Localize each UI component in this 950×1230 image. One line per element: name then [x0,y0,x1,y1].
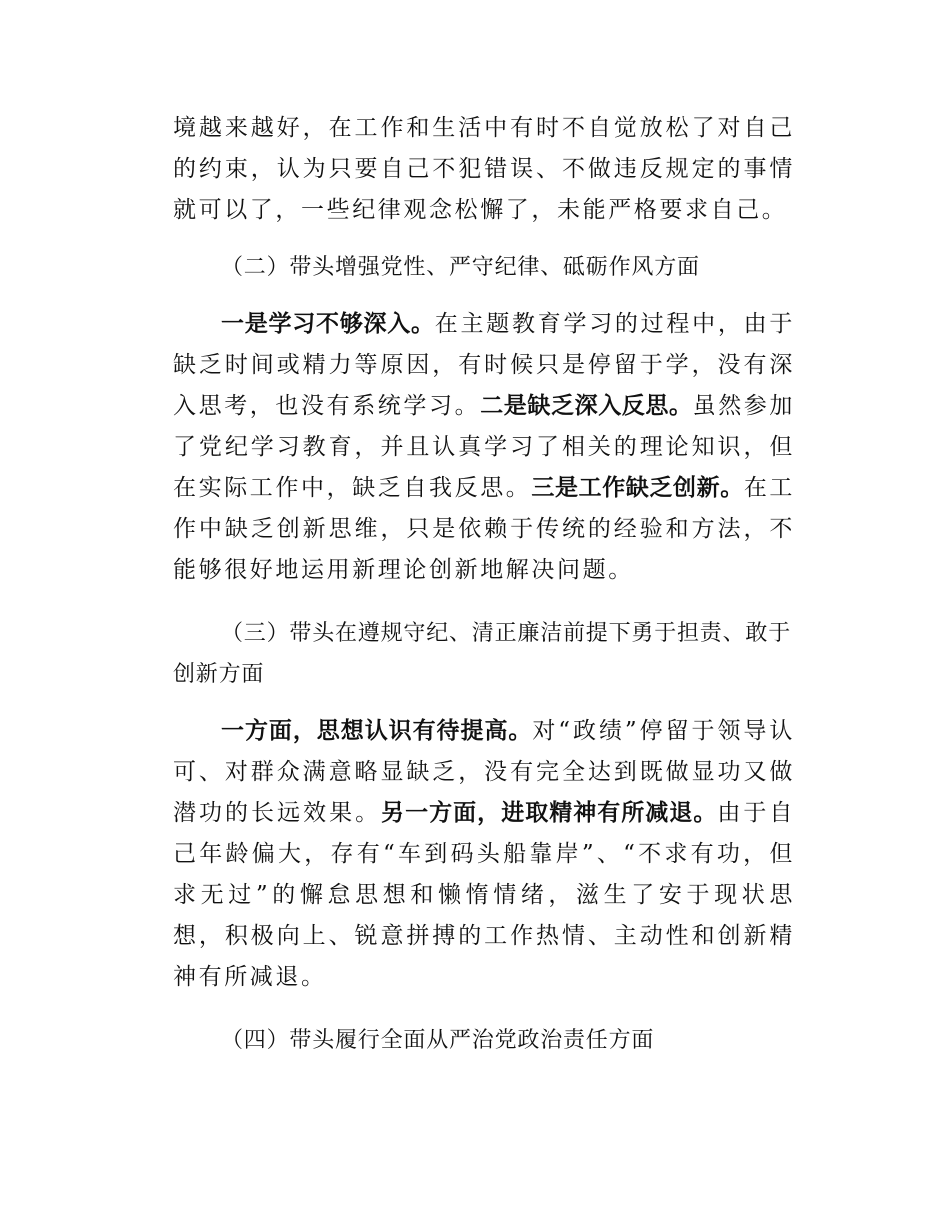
document-body [173,108,795,1061]
bold-lead-1: 一方面，思想认识有待提高。 [221,718,533,744]
bold-lead-1: 一是学习不够深入。 [221,311,435,337]
paragraph-text: 虽然参加了党纪学习教育，并且认真学习了相关的理论知识，但在实际工作中，缺乏自我反思。 [173,393,796,501]
paragraph-section-3 [173,711,795,998]
paragraph-text: 境越来越好，在工作和生活中有时不自觉放松了对自己的约束，认为只要自己不犯错误、不做违反规定的事情就可以了，一些纪律观念松懈了，未能严格要求自己。 [173,115,795,223]
section-heading-2: （二）带头增强党性、严守纪律、砥砺作风方面 [221,255,700,280]
section-heading-4: （四）带头履行全面从严治党政治责任方面 [221,1028,655,1053]
paragraph-text: 在主题教育学习的过程中，由于缺乏时间或精力等原因，有时候只是停留于学，没有深入思考，也没有系统学习。 [173,311,796,419]
paragraph-continuation [173,108,795,231]
bold-lead-3: 三是工作缺乏创新。 [531,475,744,501]
bold-lead-2: 二是缺乏深入反思。 [480,393,693,419]
section-heading-3: （三）带头在遵规守纪、清正廉洁前提下勇于担责、敢于创新方面 [173,621,792,687]
paragraph-text: 对“政绩”停留于领导认可、对群众满意略显缺乏，没有完全达到既做显功又做潜功的长远效果。 [173,718,795,826]
paragraph-text: 在工作中缺乏创新思维，只是依赖于传统的经验和方法，不能够很好地运用新理论创新地解决问题。 [173,475,796,583]
bold-lead-2: 另一方面，进取精神有所减退。 [381,800,718,826]
paragraph-text: 由于自己年龄偏大，存有“车到码头船靠岸”、“不求有功，但求无过”的懈怠思想和懒惰情绪，滋生了安于现状思想，积极向上、锐意拼搏的工作热情、主动性和创新精神有所减退。 [173,800,795,990]
paragraph-section-2 [173,304,795,591]
